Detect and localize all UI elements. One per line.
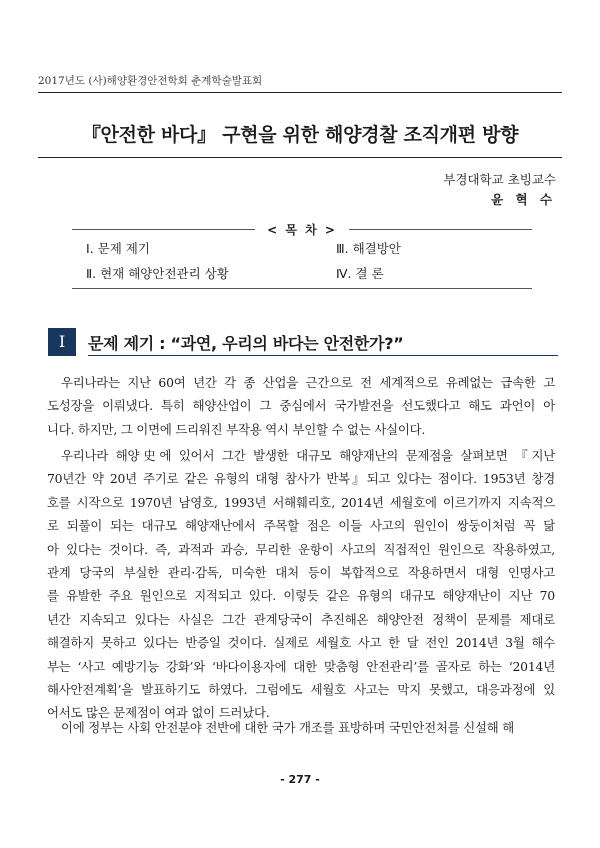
text-line: 호를 시작으로 1970년 남영호, 1993년 서해훼리호, 2014년 세월호에 이르기까지 지속적으 (47, 494, 555, 510)
toc-item: Ⅱ. 현재 해양안전관리 상황 (86, 266, 229, 281)
text-line: 관계 당국의 부실한 관리·감독, 미숙한 대처 등이 복합적으로 작용하면서 대형 인명사고 (47, 565, 555, 581)
title-rule (38, 157, 562, 158)
paragraph-3 (47, 716, 555, 739)
text-line: 해사안전계획’을 발표하기도 하였다. 그럼에도 세월호 사고는 막지 못했고, 대응과정에 있 (47, 682, 555, 698)
text-line: 아 있다는 것이다. 즉, 과적과 과승, 무리한 운항이 사고의 직접적인 원인으로 작용하였고, (47, 541, 555, 557)
text-line: 를 유발한 주요 원인으로 지적되고 있다. 이렇듯 같은 유형의 대규모 해양재난이 지난 70 (47, 588, 555, 604)
paragraph-1 (47, 371, 555, 441)
toc-item: Ⅰ. 문제 제기 (86, 241, 150, 256)
text-line: 우리나라는 지난 60여 년간 각 종 산업을 근간으로 전 세계적으로 유례없는 급속한 고 (61, 375, 555, 390)
section-title: 문제 제기 : “과연, 우리의 바다는 안전한가?” (88, 334, 404, 353)
table-of-contents (72, 223, 532, 289)
conference-header: 2017년도 (사)해양환경안전학회 춘계학술발표회 (38, 75, 263, 87)
toc-title: < 목 차 > (255, 221, 349, 238)
author-affiliation: 부경대학교 초빙교수 (443, 172, 556, 187)
text-line: 어서도 많은 문제점이 여과 없이 드러났다. (47, 705, 270, 721)
text-line: 년간 지속되고 있다는 사실은 그간 관계당국이 추진해온 해양안전 정책이 문제를 제대로 (47, 611, 555, 627)
toc-item: Ⅳ. 결 론 (336, 266, 384, 281)
text-line: 부는 ‘사고 예방기능 강화’와 ‘바다이용자에 대한 맞춤형 안전관리’를 골자로 하는 ‘2014년 (47, 658, 555, 674)
text-line: 우리나라 해양史에 있어서 그간 발생한 대규모 해양재난의 문제점을 살펴보면 『지난 (61, 448, 555, 463)
section-number-badge: Ⅰ (48, 328, 76, 356)
text-line: 70년간 약 20년 주기로 같은 유형의 대형 참사가 반복』되고 있다는 점이다. 1953년 창경 (47, 471, 555, 487)
toc-item: Ⅲ. 해결방안 (336, 241, 401, 256)
section-heading (48, 328, 558, 356)
text-line: 니다. 하지만, 그 이면에 드리워진 부작용 역시 부인할 수 없는 사실이다. (47, 421, 426, 437)
text-line: 해결하지 못하고 있다는 반증일 것이다. 실제로 세월호 사고 한 달 전인 2014년 3월 해수 (47, 635, 555, 651)
text-line: 로 되풀이 되는 대규모 해양재난에서 주목할 점은 이들 사고의 원인이 쌍둥이처럼 꼭 닮 (47, 518, 555, 534)
author-name: 윤 혁 수 (491, 192, 556, 207)
text-line: 도성장을 이뤄냈다. 특히 해양산업이 그 중심에서 국가발전을 선도했다고 해도 과언이 아 (47, 398, 555, 414)
paper-title: 『안전한 바다』 구현을 위한 해양경찰 조직개편 방향 (81, 124, 519, 146)
section-underline (88, 355, 558, 356)
page-number: - 277 - (280, 773, 320, 786)
header-rule (38, 92, 562, 93)
paragraph-2 (47, 444, 555, 725)
text-line: 이에 정부는 사회 안전분야 전반에 대한 국가 개조를 표방하며 국민안전처를 신설해 해 (61, 720, 515, 735)
